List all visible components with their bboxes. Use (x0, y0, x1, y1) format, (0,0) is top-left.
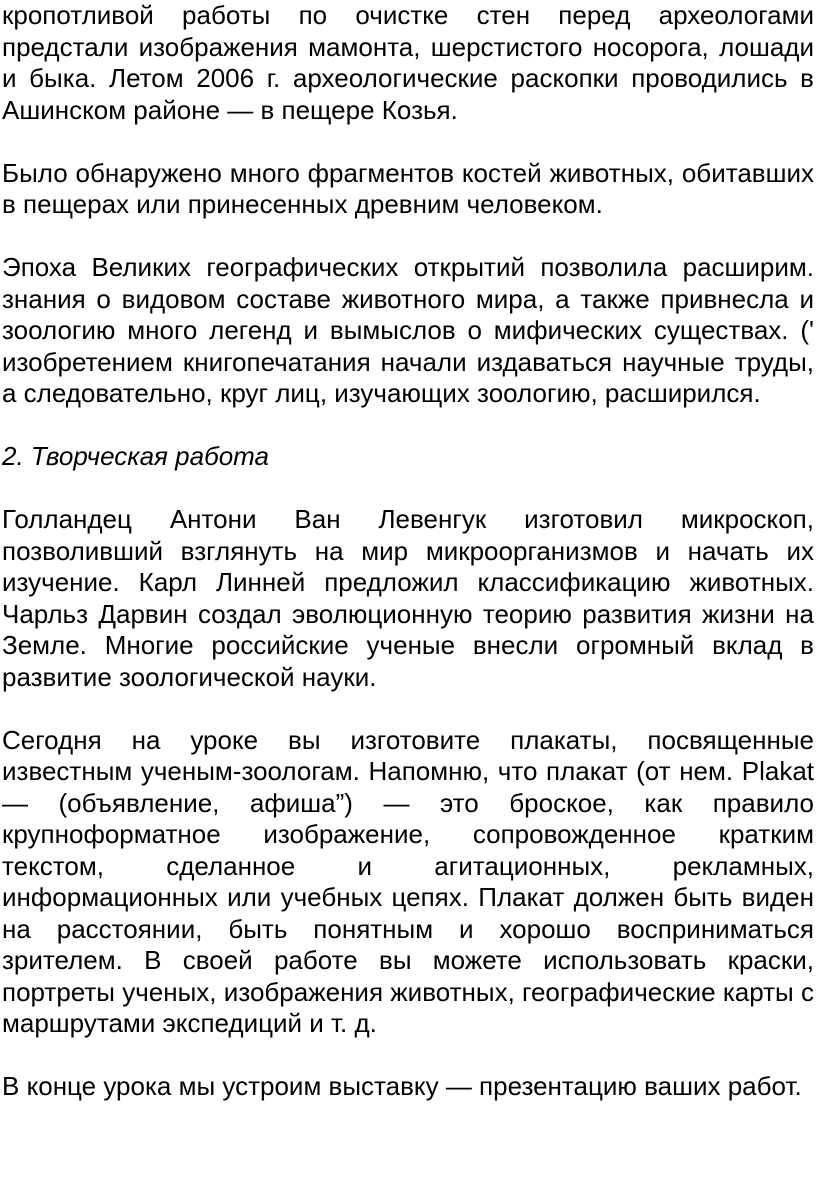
paragraph-scientists: Голландец Антони Ван Левенгук изготовил микроскоп, позволивший взглянуть на мир микроорганизмов и начать их изучение. Карл Линней предложил классификацию животных. Чарльз Дарвин создал эволюционную теорию развития жизни на Земле. Многие российские ученые внесли огромный вклад в развитие зоологической науки. (2, 504, 814, 692)
section-heading: 2. Творческая работа (2, 441, 269, 471)
paragraph-exhibition: В конце урока мы устроим выставку — презентацию ваших работ. (2, 1071, 802, 1101)
paragraph-excavations: кропотливой работы по очистке стен перед археологами предстали изображения мамонта, шерстистого носорога, лошади и быка. Летом 2006 г. археологические раскопки проводились в Ашинском районе — в пещере Козья. (2, 0, 814, 125)
document-page (2, 0, 814, 1103)
paragraph-bone-fragments: Было обнаружено много фрагментов костей животных, обитавших в пещерах или принесенных древним человеком. (2, 157, 814, 219)
paragraph-posters: Сегодня на уроке вы изготовите плакаты, посвященные известным ученым-зоологам. Напомню, что плакат (от нем. Plakat — (объявление, афиша”) — это броское, как правило крупноформатное изображение, сопровожденное кратким текстом, сделанное и агитационных, рекламных, информационных или учебных цепях. Плакат должен быть виден на расстоянии, быть понятным и хорошо восприниматься зрителем. В своей работе вы можете использовать краски, портреты ученых, изображения животных, географические карты с маршрутами экспедиций и т. д. (2, 724, 814, 1038)
paragraph-great-discoveries: Эпоха Великих географических открытий позволила расширим. знания о видовом составе животного мира, а также привнесла и зоологию много легенд и вымыслов о мифических существах. (' изобретением книгопечатания начали издаваться научные труды, а следовательно, круг лиц, изучающих зоологию, расширился. (2, 252, 814, 408)
